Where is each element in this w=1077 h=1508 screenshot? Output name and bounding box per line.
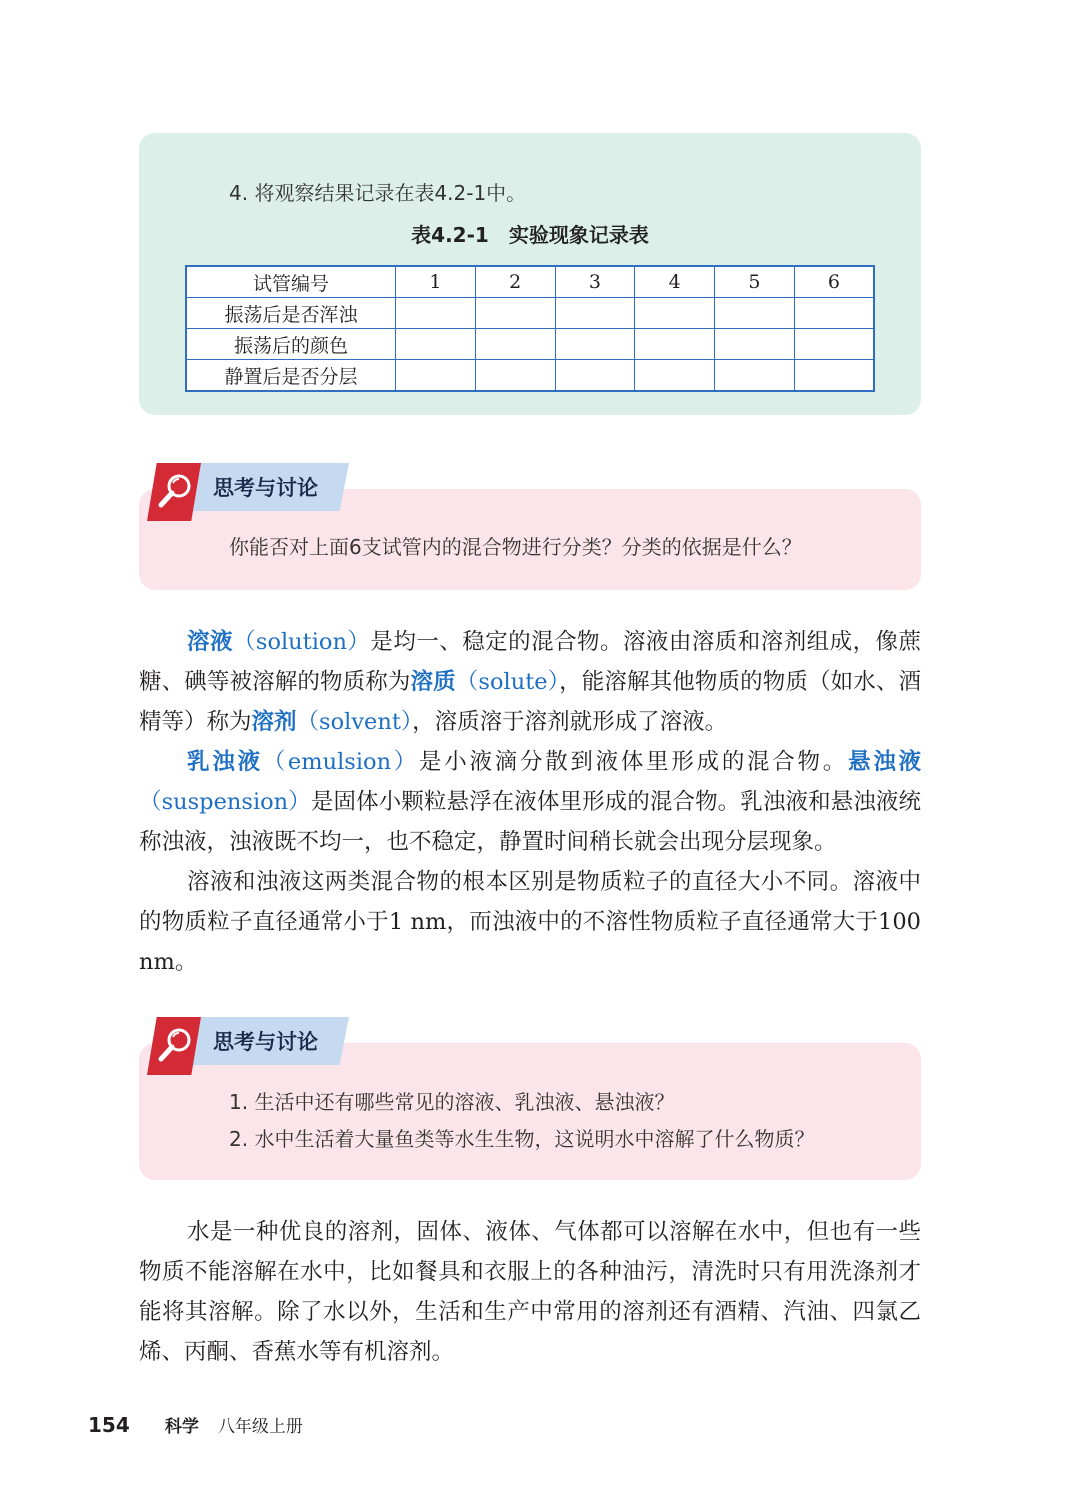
table-cell [794,298,874,329]
table-cell [555,360,635,392]
term-suspension: 悬浊液 [848,749,921,775]
footer-grade: 八年级上册 [217,1417,303,1437]
paragraph-text: 是固体小颗粒悬浮在液体里形成的混合物。乳浊液和悬浊液统称浊液，浊液既不均一，也不稳定，静置时间稍长就会出现分层现象。 [139,789,921,855]
paragraph-difference: 溶液和浊液这两类混合物的根本区别是物质粒子的直径大小不同。溶液中的物质粒子直径通常小于1 nm，而浊液中的不溶性物质粒子直径通常大于100 nm。 [139,869,921,975]
think-question: 你能否对上面6支试管内的混合物进行分类？分类的依据是什么？ [229,535,802,559]
term-solute: 溶质 [410,669,456,695]
table-cell [715,298,795,329]
footer-subject: 科学 [164,1417,199,1437]
term-solute-en: （solute） [455,669,560,695]
think-question: 2. 水中生活着大量鱼类等水生生物，这说明水中溶解了什么物质？ [229,1127,815,1151]
table-cell [475,298,555,329]
table-column-header: 1 [396,266,476,298]
table-cell [715,329,795,360]
term-emulsion: 乳浊液 [187,749,263,775]
page-number: 154 [88,1413,130,1437]
table-cell [555,298,635,329]
paragraph-text: 是均一、稳定的混合物。溶液由溶质和溶剂组成，像蔗糖、碘等被溶解的物质称为 [139,629,921,695]
paragraph-emulsion [139,742,921,862]
paragraph-text: ，能溶解其他物质的物质（如水、酒精等）称为 [139,669,921,735]
table-row-label: 振荡后的颜色 [186,329,396,360]
term-emulsion-en: （emulsion） [262,749,420,775]
table-column-header: 5 [715,266,795,298]
think-title: 思考与讨论 [213,476,318,500]
activity-box [139,133,921,415]
table-row-label: 静置后是否分层 [186,360,396,392]
table-cell [396,298,476,329]
table-row-label: 振荡后是否浑浊 [186,298,396,329]
term-solvent-en: （solvent） [296,709,413,735]
table-column-header: 6 [794,266,874,298]
page-footer [88,1412,303,1437]
table-cell [396,329,476,360]
term-suspension-en: （suspension） [139,789,311,815]
table-column-header: 2 [475,266,555,298]
table-cell [715,360,795,392]
table-cell [794,360,874,392]
table-header-label: 试管编号 [186,266,396,298]
term-solvent: 溶剂 [251,709,297,735]
table-cell [635,298,715,329]
paragraph-solution [139,622,921,742]
paragraph-text: ，溶质溶于溶剂就形成了溶液。 [412,709,728,735]
activity-step: 4. 将观察结果记录在表4.2-1中。 [229,181,527,205]
table-cell [635,360,715,392]
record-table [185,265,875,392]
table-row [186,329,874,360]
table-column-header: 4 [635,266,715,298]
table-row [186,360,874,392]
table-cell [555,329,635,360]
table-header-row [186,266,874,298]
table-cell [794,329,874,360]
table-cell [635,329,715,360]
think-question: 1. 生活中还有哪些常见的溶液、乳浊液、悬浊液？ [229,1090,675,1114]
term-solution-en: （solution） [232,629,371,655]
term-solution: 溶液 [187,629,233,655]
table-column-header: 3 [555,266,635,298]
paragraph-text: 是小液滴分散到液体里形成的混合物。 [419,749,848,775]
table-cell [396,360,476,392]
table-row [186,298,874,329]
table-cell [475,360,555,392]
table-caption: 表4.2-1 实验现象记录表 [411,223,649,247]
think-title: 思考与讨论 [213,1030,318,1054]
paragraph-water-solvent: 水是一种优良的溶剂，固体、液体、气体都可以溶解在水中，但也有一些物质不能溶解在水中，比如餐具和衣服上的各种油污，清洗时只有用洗涤剂才能将其溶解。除了水以外，生活和生产中常用的溶剂还有酒精、汽油、四氯乙烯、丙酮、香蕉水等有机溶剂。 [139,1219,921,1365]
table-cell [475,329,555,360]
